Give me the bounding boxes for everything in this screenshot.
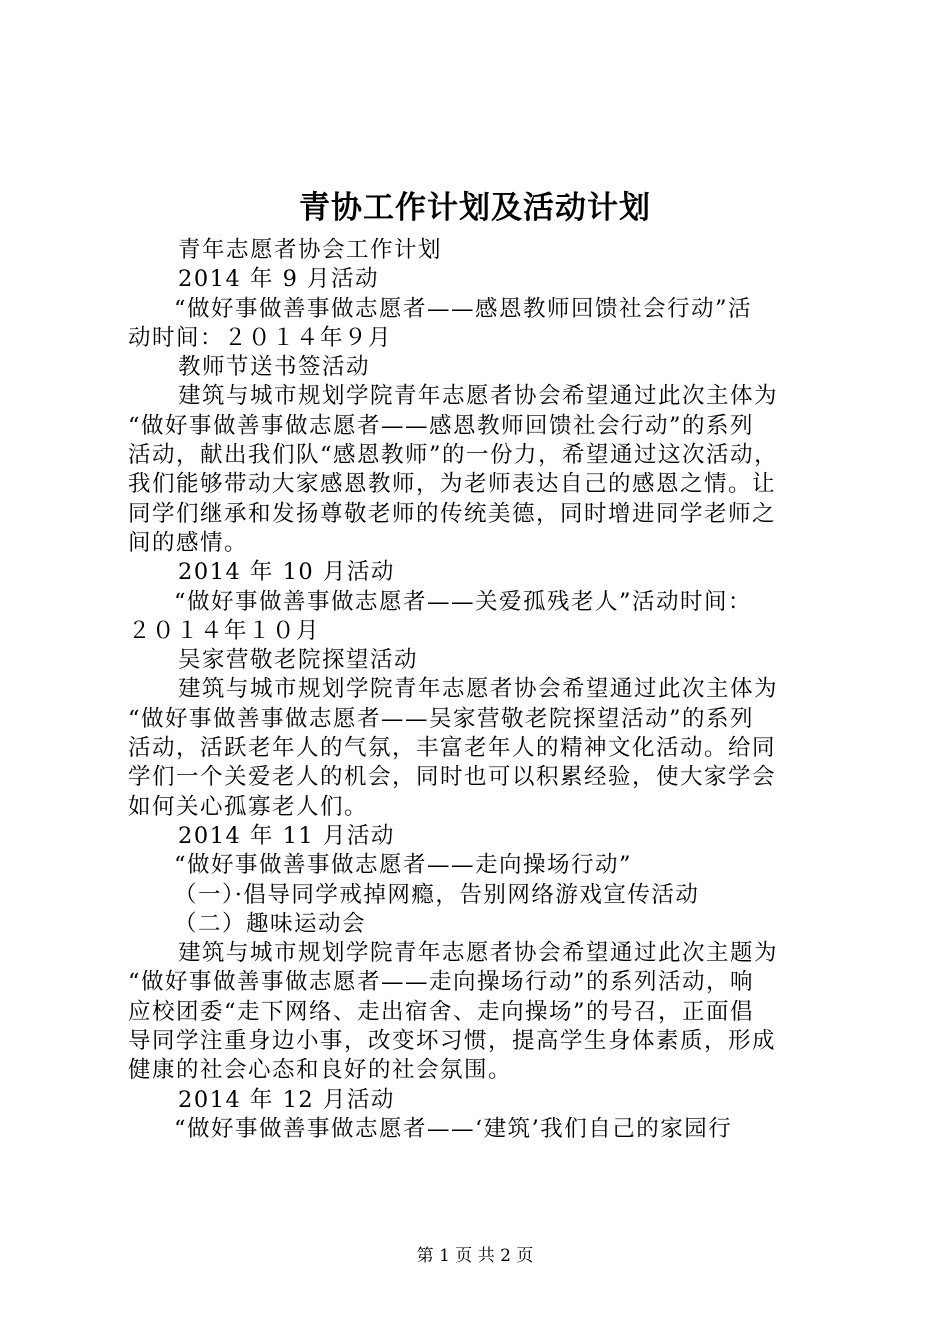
paragraph-line: 吴家营敬老院探望活动 xyxy=(178,647,419,674)
month-heading: 2014 年 11 月活动 xyxy=(178,822,395,849)
paragraph-line: 教师节送书签活动 xyxy=(178,354,371,381)
paragraph-line: 应校团委“走下网络、走出宿舍、走向操场”的号召，正面倡 xyxy=(128,998,755,1025)
paragraph-line: “做好事做善事做志愿者——感恩教师回馈社会行动”活 xyxy=(174,295,753,322)
paragraph-line: 间的感情。 xyxy=(128,529,249,556)
paragraph-line: 建筑与城市规划学院青年志愿者协会希望通过此次主体为 xyxy=(178,676,779,703)
paragraph-line: 同学们继承和发扬尊敬老师的传统美德，同时增进同学老师之 xyxy=(128,500,777,527)
paragraph-line: 活动，活跃老年人的气氛，丰富老年人的精神文化活动。给同 xyxy=(128,735,777,762)
document-title: 青协工作计划及活动计划 xyxy=(299,190,651,226)
paragraph-line: 建筑与城市规划学院青年志愿者协会希望通过此次主题为 xyxy=(178,940,779,967)
paragraph-line: 导同学注重身边小事，改变坏习惯，提高学生身体素质，形成 xyxy=(128,1028,777,1055)
month-heading: 2014 年 9 月活动 xyxy=(178,266,380,293)
paragraph-line: （二）趣味运动会 xyxy=(174,910,367,937)
paragraph-line: 我们能够带动大家感恩教师，为老师表达自己的感恩之情。让 xyxy=(128,471,777,498)
paragraph-line: “做好事做善事做志愿者——‘建筑’我们自己的家园行 xyxy=(174,1115,733,1142)
paragraph-line: （一）·倡导同学戒掉网瘾，告别网络游戏宣传活动 xyxy=(174,881,700,908)
paragraph-line: 青年志愿者协会工作计划 xyxy=(178,237,443,263)
document-body xyxy=(128,236,834,1144)
page-footer: 第 1 页 共 2 页 xyxy=(416,1246,534,1266)
paragraph-line: 健康的社会心态和良好的社会氛围。 xyxy=(128,1057,513,1084)
paragraph-line: “做好事做善事做志愿者——关爱孤残老人”活动时间： xyxy=(174,588,753,615)
paragraph-line: “做好事做善事做志愿者——走向操场行动”的系列活动，响 xyxy=(128,969,755,996)
paragraph-line: ２０１４年１０月 xyxy=(128,617,321,644)
month-heading: 2014 年 12 月活动 xyxy=(178,1086,395,1113)
paragraph-line: “做好事做善事做志愿者——吴家营敬老院探望活动”的系列 xyxy=(128,705,755,732)
paragraph-line: “做好事做善事做志愿者——走向操场行动” xyxy=(174,852,633,879)
paragraph-line: 活动，献出我们队“感恩教师”的一份力，希望通过这次活动， xyxy=(128,442,779,469)
paragraph-line: 如何关心孤寡老人们。 xyxy=(128,793,369,820)
paragraph-line: 建筑与城市规划学院青年志愿者协会希望通过此次主体为 xyxy=(178,383,779,410)
paragraph-line: 学们一个关爱老人的机会，同时也可以积累经验，使大家学会 xyxy=(128,764,777,791)
paragraph-line: 动时间：２０１４年９月 xyxy=(128,324,393,351)
paragraph-line: “做好事做善事做志愿者——感恩教师回馈社会行动”的系列 xyxy=(128,412,755,439)
month-heading: 2014 年 10 月活动 xyxy=(178,559,395,586)
